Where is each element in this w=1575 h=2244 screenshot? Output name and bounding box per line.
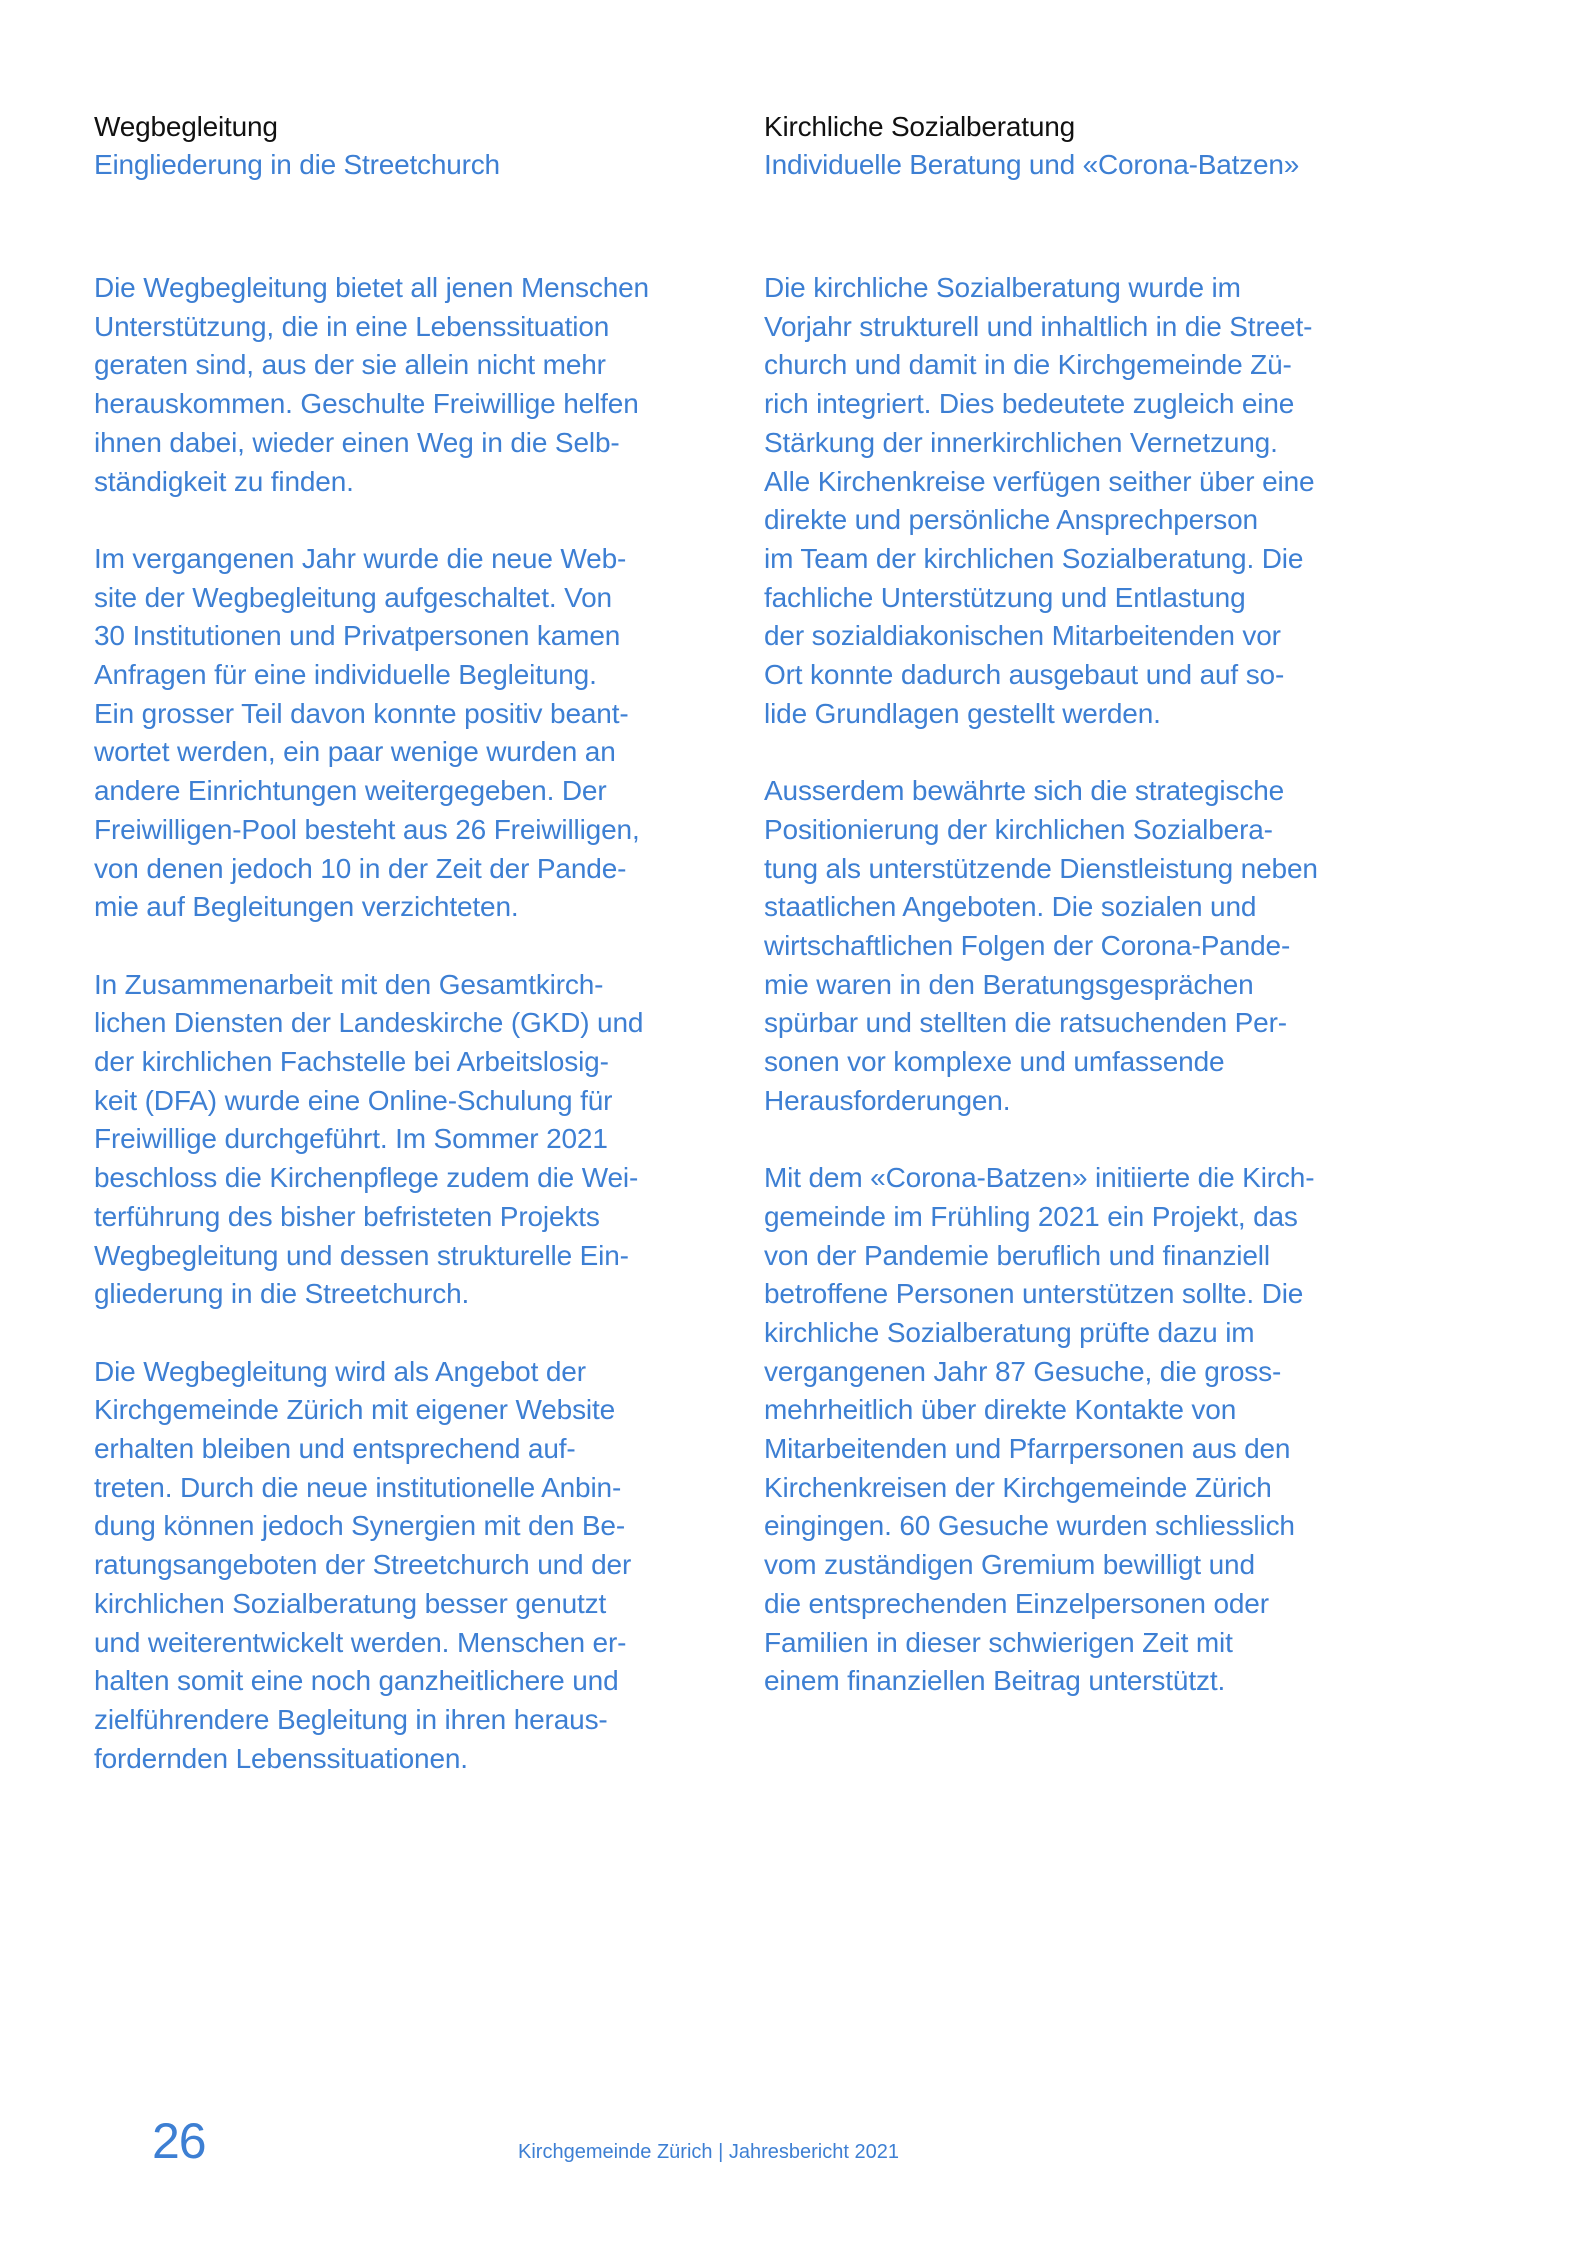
text-line: ständigkeit zu finden. [94, 465, 354, 497]
text-line: lichen Diensten der Landeskirche (GKD) und [94, 1007, 644, 1039]
paragraph [94, 1353, 754, 1779]
text-line: gemeinde im Frühling 2021 ein Projekt, das [764, 1200, 1298, 1232]
text-line: betroffene Personen unterstützen sollte. Die [764, 1278, 1304, 1310]
paragraph [94, 540, 754, 927]
text-line: Wegbegleitung und dessen strukturelle Ein- [94, 1239, 629, 1271]
text-line: kirchliche Sozialberatung prüfte dazu im [764, 1316, 1255, 1348]
text-line: mehrheitlich über direkte Kontakte von [764, 1394, 1237, 1426]
body-text [764, 269, 1424, 1701]
text-line: Freiwillige durchgeführt. Im Sommer 2021 [94, 1123, 608, 1155]
text-line: 30 Institutionen und Privatpersonen kamen [94, 620, 621, 652]
text-line: staatlichen Angeboten. Die sozialen und [764, 891, 1257, 923]
text-line: Vorjahr strukturell und inhaltlich in die Street- [764, 310, 1313, 342]
footer-publication: Kirchgemeinde Zürich | Jahresbericht 2021 [518, 2141, 899, 2163]
section-subtitle: Eingliederung in die Streetchurch [94, 149, 500, 180]
text-line: lide Grundlagen gestellt werden. [764, 697, 1161, 729]
text-line: mie auf Begleitungen verzichteten. [94, 891, 519, 923]
text-line: ihnen dabei, wieder einen Weg in die Selb- [94, 426, 620, 458]
text-line: von der Pandemie beruflich und finanziell [764, 1239, 1270, 1271]
text-line: Familien in dieser schwierigen Zeit mit [764, 1626, 1233, 1658]
text-line: Positionierung der kirchlichen Sozialbera- [764, 813, 1273, 845]
text-line: Mit dem «Corona-Batzen» initiierte die Kirch- [764, 1162, 1315, 1194]
text-line: erhalten bleiben und entsprechend auf- [94, 1433, 576, 1465]
text-line: fordernden Lebenssituationen. [94, 1742, 468, 1774]
text-line: keit (DFA) wurde eine Online-Schulung für [94, 1084, 613, 1116]
text-line: halten somit eine noch ganzheitlichere und [94, 1665, 619, 1697]
section-wegbegleitung [94, 108, 754, 1817]
text-line: vergangenen Jahr 87 Gesuche, die gross- [764, 1355, 1282, 1387]
text-line: Unterstützung, die in eine Lebenssituation [94, 310, 610, 342]
text-line: tung als unterstützende Dienstleistung neben [764, 852, 1318, 884]
text-line: die entsprechenden Einzelpersonen oder [764, 1587, 1269, 1619]
text-line: ratungsangeboten der Streetchurch und der [94, 1549, 632, 1581]
text-line: sonen vor komplexe und umfassende [764, 1046, 1225, 1078]
text-line: im Team der kirchlichen Sozialberatung. Die [764, 542, 1304, 574]
text-line: kirchlichen Sozialberatung besser genutzt [94, 1587, 607, 1619]
section-subtitle: Individuelle Beratung und «Corona-Batzen» [764, 149, 1300, 180]
text-line: Ort konnte dadurch ausgebaut und auf so- [764, 659, 1285, 691]
text-line: Kirchenkreisen der Kirchgemeinde Zürich [764, 1471, 1272, 1503]
paragraph [764, 1159, 1424, 1701]
text-line: Ausserdem bewährte sich die strategische [764, 775, 1285, 807]
text-line: fachliche Unterstützung und Entlastung [764, 581, 1246, 613]
text-line: terführung des bisher befristeten Projekts [94, 1200, 600, 1232]
body-text [94, 269, 754, 1778]
text-line: Kirchgemeinde Zürich mit eigener Website [94, 1394, 616, 1426]
paragraph [94, 966, 754, 1314]
text-line: Alle Kirchenkreise verfügen seither über eine [764, 465, 1315, 497]
text-line: vom zuständigen Gremium bewilligt und [764, 1549, 1255, 1581]
text-line: Anfragen für eine individuelle Begleitung. [94, 659, 597, 691]
text-line: der sozialdiakonischen Mitarbeitenden vor [764, 620, 1281, 652]
text-line: der kirchlichen Fachstelle bei Arbeitslosig- [94, 1046, 609, 1078]
page-number: 26 [152, 2113, 206, 2169]
text-line: church und damit in die Kirchgemeinde Zü- [764, 349, 1292, 381]
text-line: andere Einrichtungen weitergegeben. Der [94, 775, 607, 807]
text-line: treten. Durch die neue institutionelle Anbin- [94, 1471, 622, 1503]
text-line: eingingen. 60 Gesuche wurden schliesslich [764, 1510, 1295, 1542]
text-line: zielführendere Begleitung in ihren heraus- [94, 1703, 608, 1735]
paragraph [764, 772, 1424, 1120]
text-line: dung können jedoch Synergien mit den Be- [94, 1510, 626, 1542]
text-line: Stärkung der innerkirchlichen Vernetzung. [764, 426, 1278, 458]
text-line: beschloss die Kirchenpflege zudem die Wei- [94, 1162, 639, 1194]
text-line: einem finanziellen Beitrag unterstützt. [764, 1665, 1226, 1697]
text-line: site der Wegbegleitung aufgeschaltet. Von [94, 581, 612, 613]
text-line: Ein grosser Teil davon konnte positiv beant- [94, 697, 629, 729]
text-line: In Zusammenarbeit mit den Gesamtkirch- [94, 968, 604, 1000]
text-line: geraten sind, aus der sie allein nicht mehr [94, 349, 606, 381]
text-line: wortet werden, ein paar wenige wurden an [94, 736, 616, 768]
text-line: mie waren in den Beratungsgesprächen [764, 968, 1254, 1000]
text-line: gliederung in die Streetchurch. [94, 1278, 470, 1310]
section-title: Wegbegleitung [94, 111, 278, 142]
text-line: und weiterentwickelt werden. Menschen er- [94, 1626, 627, 1658]
text-line: Mitarbeitenden und Pfarrpersonen aus den [764, 1433, 1291, 1465]
text-line: wirtschaftlichen Folgen der Corona-Pande- [764, 929, 1291, 961]
text-line: herauskommen. Geschulte Freiwillige helfen [94, 388, 639, 420]
paragraph [94, 269, 754, 501]
text-line: Die Wegbegleitung bietet all jenen Menschen [94, 272, 649, 303]
text-line: spürbar und stellten die ratsuchenden Per- [764, 1007, 1287, 1039]
text-line: von denen jedoch 10 in der Zeit der Pande- [94, 852, 627, 884]
text-line: rich integriert. Dies bedeutete zugleich eine [764, 388, 1295, 420]
text-line: Freiwilligen-Pool besteht aus 26 Freiwilligen, [94, 813, 640, 845]
text-line: Die Wegbegleitung wird als Angebot der [94, 1355, 586, 1387]
text-line: Im vergangenen Jahr wurde die neue Web- [94, 542, 627, 574]
section-kirchliche-sozialberatung [764, 108, 1424, 1740]
text-line: Die kirchliche Sozialberatung wurde im [764, 272, 1241, 303]
text-line: direkte und persönliche Ansprechperson [764, 504, 1258, 536]
text-line: Herausforderungen. [764, 1084, 1011, 1116]
section-title: Kirchliche Sozialberatung [764, 111, 1075, 142]
paragraph [764, 269, 1424, 733]
